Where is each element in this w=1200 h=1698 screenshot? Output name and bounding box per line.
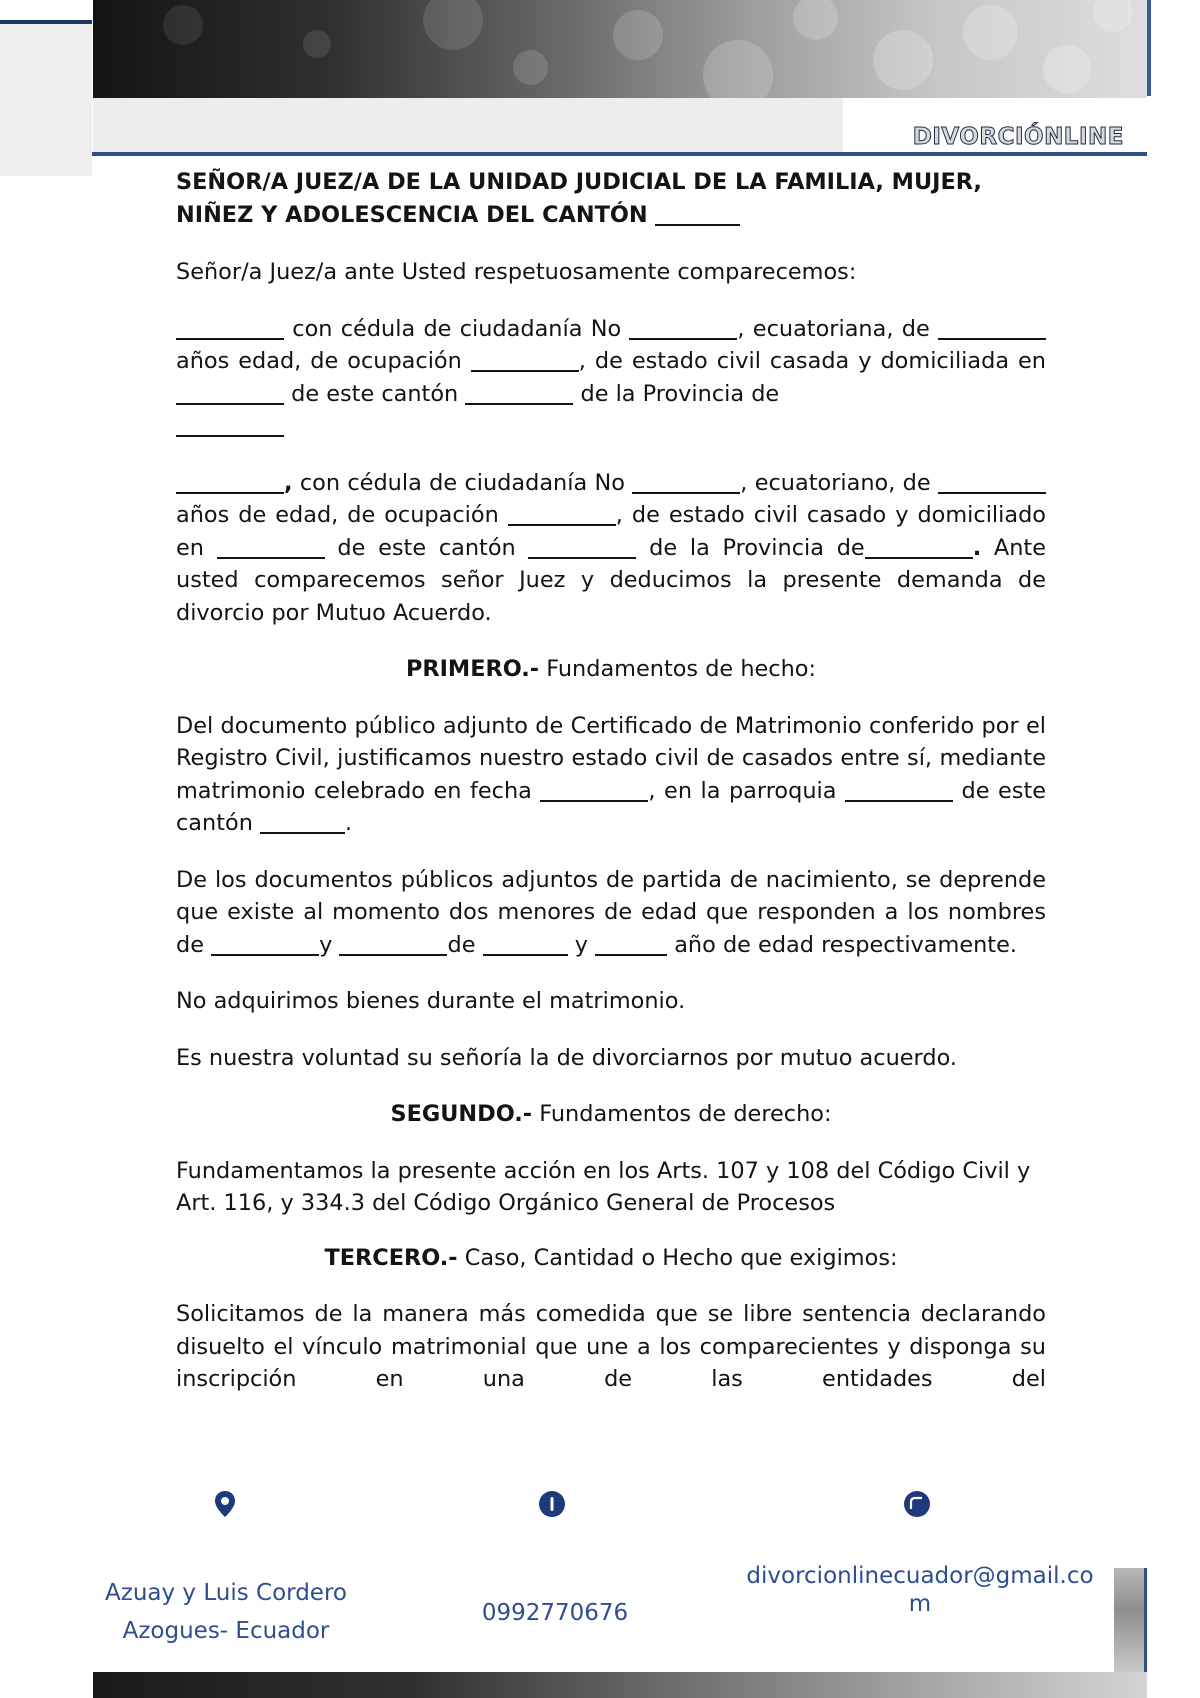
- footer-banner-strip: [93, 1672, 1147, 1698]
- blank-field: [655, 201, 740, 225]
- blank-field: [217, 534, 325, 558]
- title-text: SEÑOR/A JUEZ/A DE LA UNIDAD JUDICIAL DE LA FAMILIA, MUJER, NIÑEZ Y ADOLESCENCIA DEL CANTÓN: [176, 169, 982, 228]
- blank-field: [483, 931, 568, 955]
- blank-field: [176, 380, 284, 404]
- section-primero-heading: PRIMERO.- Fundamentos de hecho:: [405, 656, 817, 682]
- phone-icon: [538, 1490, 566, 1518]
- party1-paragraph: con cédula de ciudadanía No , ecuatoriana, de años edad, de ocupación , de estado civil casada y domiciliada en de este cantón de la Provincia de: [176, 313, 1046, 443]
- header-grey-band: [93, 98, 843, 152]
- header-banner-image: [93, 0, 1147, 98]
- blank-field: [540, 777, 648, 801]
- section-segundo-heading: SEGUNDO.- Fundamentos de derecho:: [390, 1101, 832, 1127]
- blank-field: [176, 315, 284, 339]
- blank-field: [176, 413, 284, 437]
- email-icon: [903, 1490, 931, 1518]
- blank-field: [528, 534, 636, 558]
- party2-paragraph: , con cédula de ciudadanía No , ecuatoriano, de años de edad, de ocupación , de estado civil casado y domiciliado en de este cantón de la Provincia de . Ante usted comparecemos señor Juez y deducimos la presente demanda de divorcio por Mutuo Acuerdo.: [176, 469, 1047, 626]
- header-left-panel: [0, 24, 92, 176]
- brand-logo-text: DIVORCIÓNLINE: [912, 124, 1124, 150]
- footer-right-image: [1114, 1568, 1146, 1672]
- footer-email: divorcionlinecuador@gmail.co m: [746, 1563, 1094, 1617]
- blank-field: [938, 469, 1046, 493]
- section-tercero-heading: TERCERO.- Caso, Cantidad o Hecho que exigimos:: [324, 1244, 898, 1271]
- blank-field: [260, 810, 345, 834]
- location-pin-icon: [211, 1490, 239, 1518]
- blank-field: [595, 931, 667, 955]
- blank-field: [465, 380, 573, 404]
- blank-field: [845, 777, 953, 801]
- header-right-accent: [1147, 0, 1151, 96]
- segundo-paragraph: Fundamentamos la presente acción en los Arts. 107 y 108 del Código Civil y Art. 116, y 334.3 del Código Orgánico General de Procesos: [176, 1157, 1031, 1216]
- blank-field: [632, 469, 740, 493]
- primero-paragraph-4: Es nuestra voluntad su señoría la de divorciarnos por mutuo acuerdo.: [176, 1044, 957, 1071]
- blank-field: [865, 534, 973, 558]
- header-divider-line: [92, 152, 1147, 156]
- primero-paragraph-1: Del documento público adjunto de Certificado de Matrimonio conferido por el Registro Civil, justificamos nuestro estado civil de casados entre sí, mediante matrimonio celebrado en fecha , en la parroquia de este cantón .: [176, 712, 1047, 836]
- footer-right-accent: [1144, 1568, 1147, 1672]
- footer-address: Azuay y Luis Cordero Azogues- Ecuador: [105, 1580, 347, 1644]
- blank-field: [629, 315, 737, 339]
- document-body: [176, 166, 1046, 1420]
- blank-field: [211, 931, 319, 955]
- blank-field: [471, 348, 579, 372]
- blank-field: [508, 502, 616, 526]
- blank-field: [176, 469, 284, 493]
- footer-phone: 0992770676: [481, 1600, 629, 1626]
- primero-paragraph-3: No adquirimos bienes durante el matrimonio.: [176, 988, 686, 1014]
- document-title: [176, 166, 1046, 231]
- blank-field: [938, 315, 1046, 339]
- primero-paragraph-2: De los documentos públicos adjuntos de partida de nacimiento, se deprende que existe al momento dos menores de edad que responden a los nombres de y de y año de edad respectivamente.: [176, 866, 1046, 958]
- tercero-paragraph: Solicitamos de la manera más comedida que se libre sentencia declarando disuelto el vínculo matrimonial que une a los comparecientes y disponga su inscripción en una de las entidades del: [176, 1301, 1046, 1392]
- greeting-paragraph: Señor/a Juez/a ante Usted respetuosamente comparecemos:: [176, 259, 857, 285]
- blank-field: [339, 931, 447, 955]
